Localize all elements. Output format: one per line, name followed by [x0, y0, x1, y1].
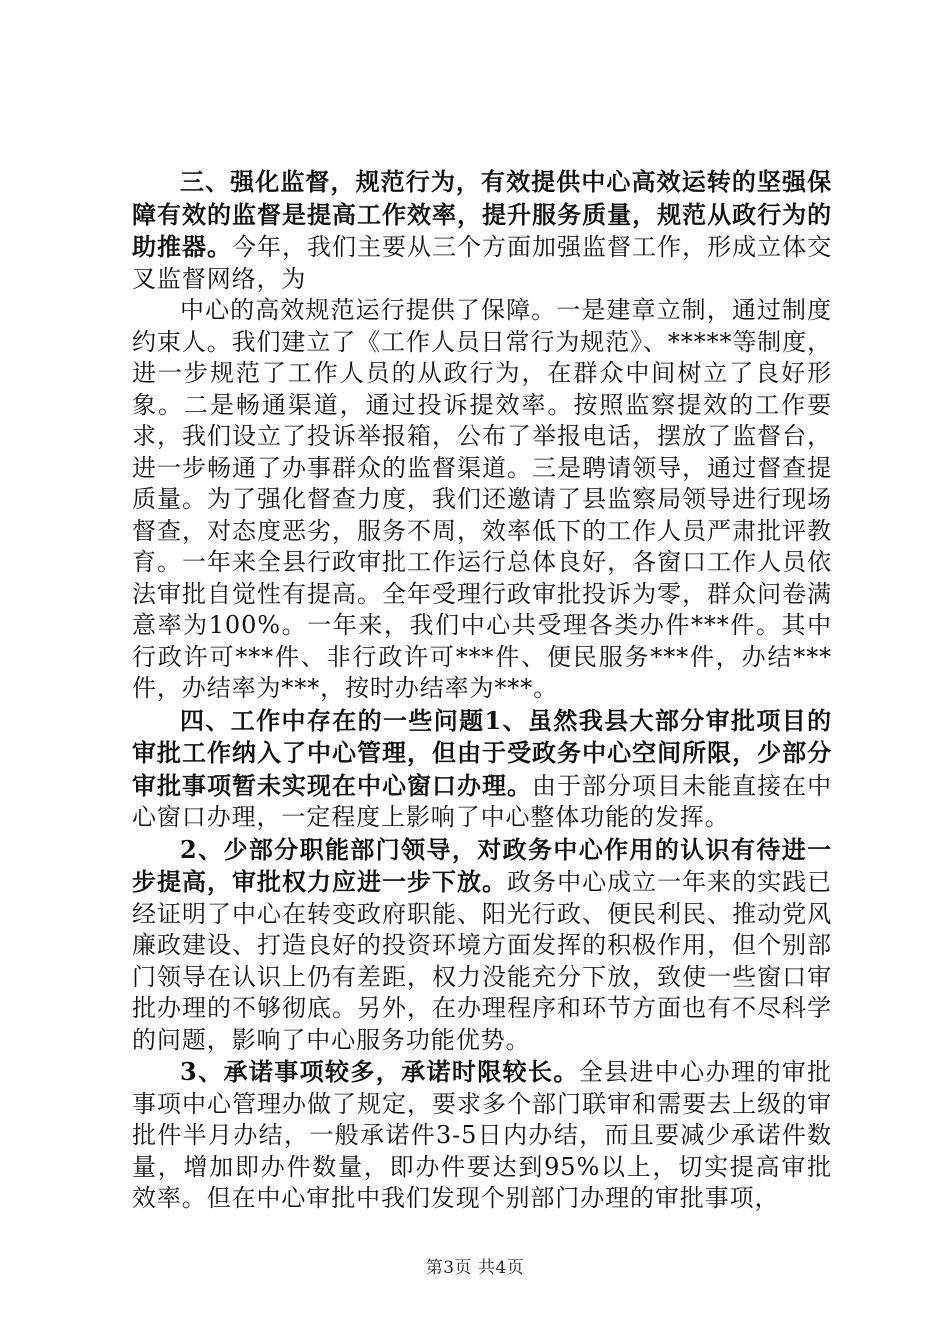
page-number-footer: 第3页 共4页 — [425, 1258, 525, 1278]
document-body — [132, 166, 832, 1215]
paragraph-heading: 三、强化监督，规范行为，有效提供中心高效运转的坚强保障有效的监督是提高工作效率，提升服务质量，规范从政行为的助推器。 — [132, 167, 832, 261]
paragraph-supervision-continued — [132, 295, 832, 705]
paragraph-problems-1 — [132, 705, 832, 834]
paragraph-text: 今年，我们主要从三个方面加强监督工作，形成立体交叉监督网络，为 — [132, 233, 832, 293]
paragraph-text: 全县进中心办理的审批事项中心管理办做了规定，要求多个部门联审和需要去上级的审批件半月办结，一般承诺件3-5日内办结，而且要减少承诺件数量，增加即办件数量，即办件要达到95%以上，切实提高审批效率。但在中心审批中我们发现个别部门办理的审批事项， — [132, 1058, 832, 1212]
paragraph-text: 政务中心成立一年来的实践已经证明了中心在转变政府职能、阳光行政、便民利民、推动党风廉政建设、打造良好的投资环境方面发挥的积极作用，但个别部门领导在认识上仍有差距，权力没能充分下放，致使一些窗口审批办理的不够彻底。另外，在办理程序和环节方面也有不尽科学的问题，影响了中心服务功能优势。 — [132, 868, 833, 1054]
paragraph-heading: 3、承诺事项较多，承诺时限较长。 — [180, 1057, 579, 1086]
paragraph-heading: 四、工作中存在的一些问题1、虽然我县大部分审批项目的审批工作纳入了中心管理，但由于受政务中心空间所限，少部分审批事项暂未实现在中心窗口办理。 — [132, 705, 832, 800]
paragraph-supervision — [132, 166, 832, 295]
paragraph-heading: 2、少部分职能部门领导，对政务中心作用的认识有待进一步提高，审批权力应进一步下放。 — [132, 834, 832, 896]
paragraph-text: 中心的高效规范运行提供了保障。一是建章立制，通过制度约束人。我们建立了《工作人员日常行为规范》、*****等制度，进一步规范了工作人员的从政行为，在群众中间树立了良好形象。二是畅通渠道，通过投诉提效率。按照监察提效的工作要求，我们设立了投诉举报箱，公布了举报电话，摆放了监督台，进一步畅通了办事群众的监督渠道。三是聘请领导，通过督查提质量。为了强化督查力度，我们还邀请了县监察局领导进行现场督查，对态度恶劣，服务不周，效率低下的工作人员严肃批评教育。一年来全县行政审批工作运行总体良好，各窗口工作人员依法审批自觉性有提高。全年受理行政审批投诉为零，群众问卷满意率为100%。一年来，我们中心共受理各类办件***件。其中行政许可***件、非行政许可***件、便民服务***件，办结***件，办结率为***，按时办结率为***。 — [132, 296, 832, 702]
paragraph-problems-2 — [132, 834, 832, 1057]
paragraph-problems-3 — [132, 1056, 832, 1215]
paragraph-text: 由于部分项目未能直接在中心窗口办理，一定程度上影响了中心整体功能的发挥。 — [132, 771, 832, 831]
